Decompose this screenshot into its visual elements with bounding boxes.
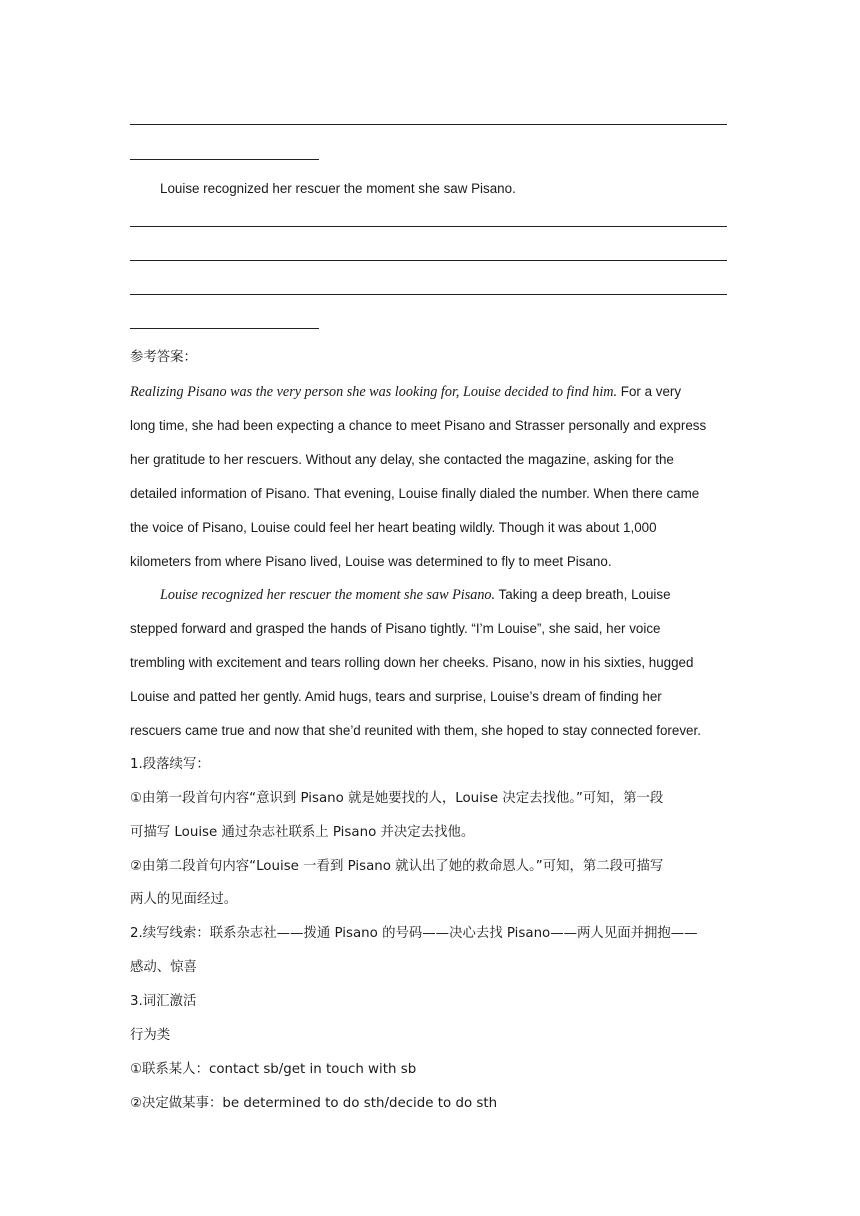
section-1-item: ①由第一段首句内容“意识到 Pisano 就是她要找的人，Louise 决定去找他。”可知，第一段: [130, 791, 664, 806]
section-1-item: ②由第二段首句内容“Louise 一看到 Pisano 就认出了她的救命恩人。”可知，第二段可描写: [130, 859, 664, 874]
answer-line: [130, 328, 319, 329]
section-1-item: 两人的见面经过。: [130, 892, 238, 907]
answer-p1-line: kilometers from where Pisano lived, Louise was determined to fly to meet Pisano.: [130, 554, 612, 569]
answer-p2-line: stepped forward and grasped the hands of Pisano tightly. “I’m Louise”, she said, her voice: [130, 621, 661, 636]
answer-p2-line: rescuers came true and now that she’d reunited with them, she hoped to stay connected forever.: [130, 723, 701, 738]
vocab-item: ②决定做某事：be determined to do sth/decide to do sth: [130, 1096, 498, 1111]
section-1-title: 1.段落续写：: [130, 757, 210, 772]
answer-p1-line: the voice of Pisano, Louise could feel her heart beating wildly. Though it was about 1,000: [130, 520, 657, 535]
section-1-item: 可描写 Louise 通过杂志社联系上 Pisano 并决定去找他。: [130, 825, 475, 840]
answer-p2-line: Louise recognized her rescuer the moment she saw Pisano. Taking a deep breath, Louise: [160, 587, 671, 603]
answer-p1-line: long time, she had been expecting a chance to meet Pisano and Strasser personally and express: [130, 418, 707, 433]
answer-line: [130, 294, 727, 295]
section-2-clue: 2.续写线索：联系杂志社——拨通 Pisano 的号码——决心去找 Pisano——两人见面并拥抱——: [130, 926, 698, 941]
section-2-clue: 感动、惊喜: [130, 960, 197, 975]
answer-line: [130, 226, 727, 227]
answer-line: [130, 260, 727, 261]
section-3-title: 3.词汇激活: [130, 994, 197, 1009]
answer-p2-lead: Louise recognized her rescuer the moment she saw Pisano.: [160, 587, 496, 603]
answer-line: [130, 159, 319, 160]
answer-p2-line: trembling with excitement and tears rolling down her cheeks. Pisano, now in his sixties, hugged: [130, 655, 694, 670]
answer-p1-line: detailed information of Pisano. That evening, Louise finally dialed the number. When there came: [130, 486, 700, 501]
answer-heading: 参考答案：: [130, 350, 197, 365]
answer-p2-line: Louise and patted her gently. Amid hugs, tears and surprise, Louise’s dream of finding her: [130, 689, 662, 704]
vocab-item: ①联系某人：contact sb/get in touch with sb: [130, 1062, 417, 1077]
section-3-subtitle: 行为类: [130, 1028, 171, 1043]
paragraph-2-prompt: Louise recognized her rescuer the moment she saw Pisano.: [160, 181, 516, 196]
answer-line: [130, 124, 727, 125]
answer-p1-line: Realizing Pisano was the very person she was looking for, Louise decided to find him. For a very: [130, 384, 682, 400]
answer-p1-line: her gratitude to her rescuers. Without any delay, she contacted the magazine, asking for the: [130, 452, 674, 467]
answer-p1-lead: Realizing Pisano was the very person she was looking for, Louise decided to find him.: [130, 384, 618, 400]
